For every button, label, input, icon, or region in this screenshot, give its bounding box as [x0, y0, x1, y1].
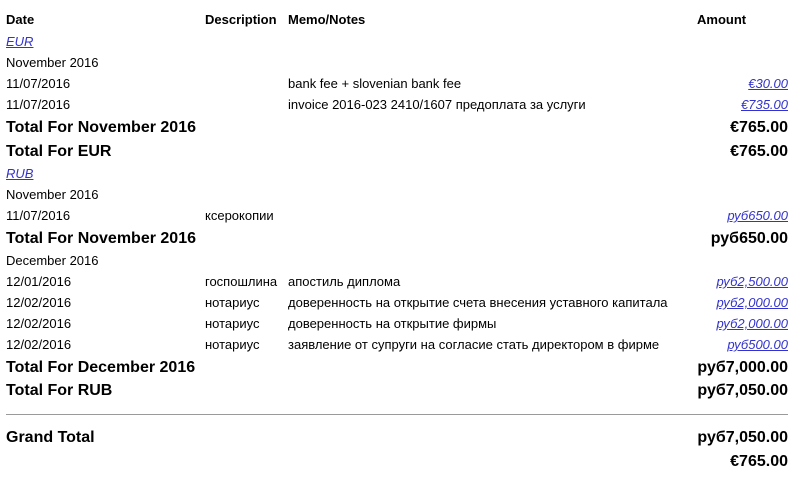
column-header-row [0, 10, 803, 30]
row-memo: апостиль диплома [288, 274, 401, 289]
table-row [0, 95, 803, 115]
period-total-row [0, 228, 803, 250]
currency-total-value: €765.00 [730, 143, 788, 160]
row-date: 12/01/2016 [6, 274, 72, 289]
period-total-label: Total For November 2016 [6, 230, 196, 247]
period-total-label: Total For November 2016 [6, 119, 196, 136]
currency-total-row [0, 141, 803, 163]
row-memo: заявление от супруги на согласие стать директором в фирме [288, 337, 660, 352]
grand-total-eur-value: €765.00 [730, 453, 788, 470]
currency-total-label: Total For RUB [6, 382, 113, 399]
period-total-value: руб7,000.00 [697, 359, 788, 376]
row-description: госпошлина [205, 274, 278, 289]
currency-total-row [0, 380, 803, 402]
grand-total-rub-value: руб7,050.00 [697, 429, 788, 446]
currency-group-rub [0, 164, 803, 184]
table-row [0, 272, 803, 292]
row-date: 12/02/2016 [6, 337, 72, 352]
grand-total-divider [6, 414, 788, 415]
period-label: December 2016 [6, 253, 99, 268]
period-total-row [0, 357, 803, 379]
row-date: 12/02/2016 [6, 316, 72, 331]
period-label: November 2016 [6, 187, 99, 202]
currency-total-value: руб7,050.00 [697, 382, 788, 399]
memo-column-header: Memo/Notes [288, 12, 366, 27]
row-amount-link[interactable]: руб2,000.00 [716, 316, 788, 331]
row-amount-link[interactable]: руб2,000.00 [716, 295, 788, 310]
description-column-header: Description [205, 12, 277, 27]
row-amount-link[interactable]: руб650.00 [727, 208, 788, 223]
table-row [0, 293, 803, 313]
row-amount-link[interactable]: €30.00 [748, 76, 788, 91]
period-total-value: руб650.00 [710, 230, 788, 247]
grand-total-row [0, 427, 803, 449]
table-row [0, 335, 803, 355]
row-memo: доверенность на открытие счета внесения уставного капитала [288, 295, 668, 310]
table-row [0, 314, 803, 334]
table-row [0, 206, 803, 226]
row-amount-link[interactable]: €735.00 [741, 97, 788, 112]
grand-total-label: Grand Total [6, 429, 95, 446]
row-date: 11/07/2016 [6, 76, 71, 91]
row-memo: bank fee + slovenian bank fee [288, 76, 462, 91]
row-memo: invoice 2016-023 2410/1607 предоплата за услуги [288, 97, 586, 112]
table-row [0, 74, 803, 94]
period-total-label: Total For December 2016 [6, 359, 196, 376]
period-total-row [0, 117, 803, 139]
grand-total-row-eur [0, 451, 803, 473]
currency-total-label: Total For EUR [6, 143, 112, 160]
period-total-value: €765.00 [730, 119, 788, 136]
row-description: нотариус [205, 295, 260, 310]
row-amount-link[interactable]: руб500.00 [727, 337, 788, 352]
currency-link-eur[interactable]: EUR [6, 34, 34, 49]
period-label: November 2016 [6, 55, 99, 70]
currency-link-rub[interactable]: RUB [6, 166, 34, 181]
row-memo: доверенность на открытие фирмы [288, 316, 497, 331]
row-description: ксерокопии [205, 208, 274, 223]
date-column-header: Date [6, 12, 35, 27]
row-amount-link[interactable]: руб2,500.00 [716, 274, 788, 289]
amount-column-header: Amount [697, 12, 747, 27]
row-date: 12/02/2016 [6, 295, 72, 310]
row-description: нотариус [205, 337, 260, 352]
period-heading [0, 251, 803, 271]
period-heading [0, 53, 803, 73]
currency-group-eur [0, 32, 803, 52]
row-date: 11/07/2016 [6, 208, 71, 223]
period-heading [0, 185, 803, 205]
row-date: 11/07/2016 [6, 97, 71, 112]
row-description: нотариус [205, 316, 260, 331]
